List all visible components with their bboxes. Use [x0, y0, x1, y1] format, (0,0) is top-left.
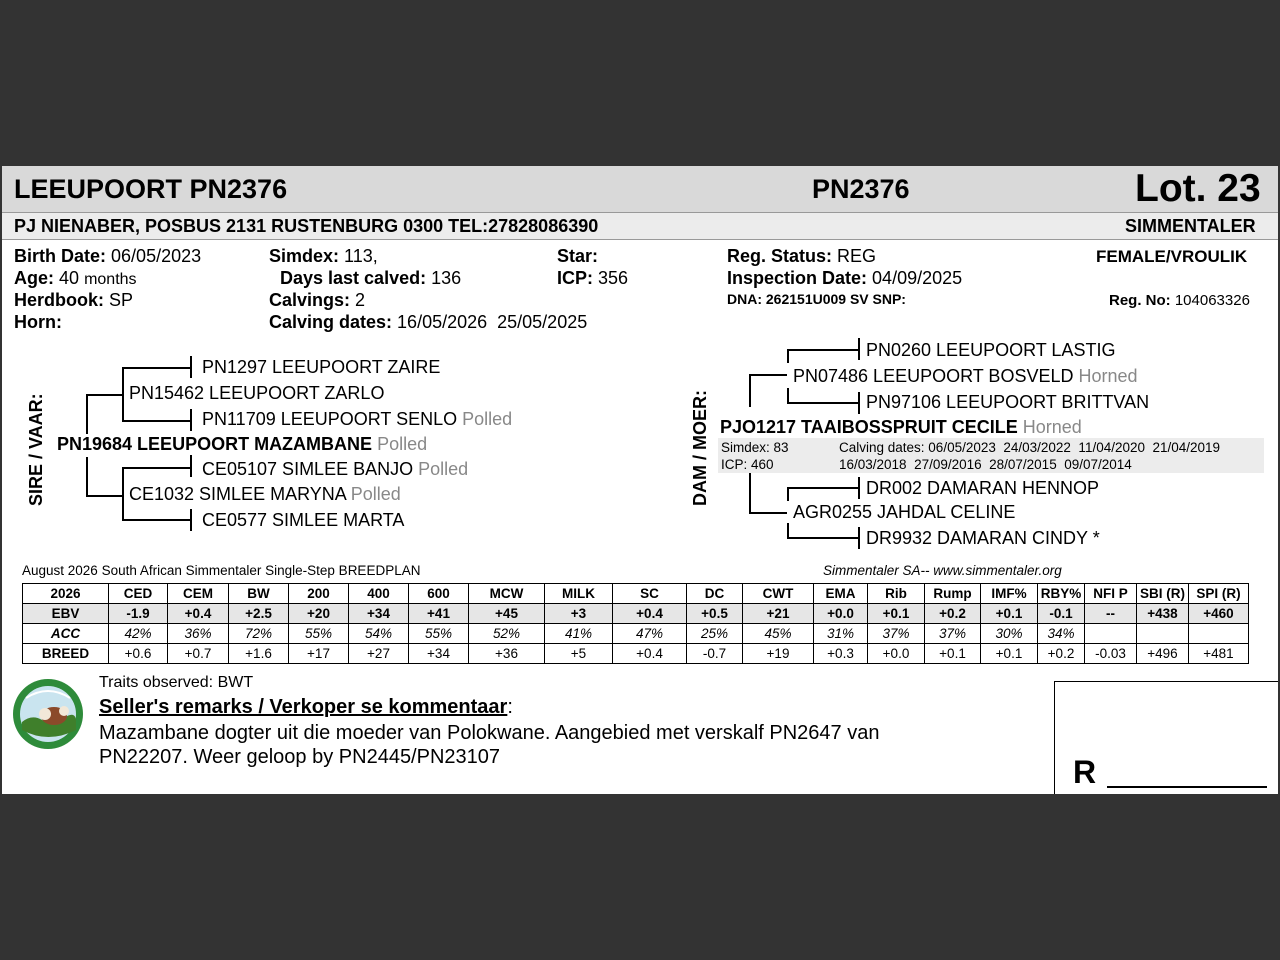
traits-observed: Traits observed: BWT	[99, 674, 254, 691]
breedplan-source: Simmentaler SA-- www.simmentaler.org	[823, 563, 1062, 578]
simdex-value: 113,	[344, 246, 378, 266]
sire-name: PN19684 LEEUPOORT MAZAMBANE	[57, 434, 373, 454]
breedplan-table	[22, 583, 1249, 664]
acc-cell-3: 72%	[229, 624, 289, 644]
acc-cell-2: 36%	[168, 624, 229, 644]
acc-cell-10: 25%	[687, 624, 743, 644]
dlc-value: 136	[431, 268, 462, 288]
headers-cell-7: MCW	[469, 584, 545, 604]
ebv-cell-8: +3	[545, 604, 613, 624]
breed-cell-15: +0.1	[981, 644, 1038, 664]
acc-cell-15: 30%	[981, 624, 1038, 644]
sire-dam-dam: CE0577 SIMLEE MARTA	[202, 510, 405, 530]
breedplan-header-row	[23, 584, 1249, 604]
remarks-line-2: PN22207. Weer geloop by PN2445/PN23107	[99, 746, 501, 768]
seller-line: PJ NIENABER, POSBUS 2131 RUSTENBURG 0300 TEL:27828086390	[14, 216, 599, 236]
breed-cell-2: +0.7	[168, 644, 229, 664]
headers-cell-13: Rib	[868, 584, 925, 604]
r-label: R	[1073, 754, 1097, 790]
acc-cell-5: 54%	[349, 624, 409, 644]
icp-label: ICP:	[557, 268, 593, 288]
dam-side-label: DAM / MOER:	[690, 390, 710, 506]
sire-dam-note: Polled	[350, 484, 401, 504]
headers-cell-11: CWT	[743, 584, 814, 604]
sire-dam-sire-note: Polled	[418, 459, 469, 479]
acc-cell-16: 34%	[1038, 624, 1085, 644]
remarks-colon: :	[507, 696, 513, 718]
reg-no-value: 104063326	[1174, 292, 1250, 309]
breed-label: SIMMENTALER	[1125, 216, 1256, 236]
herdbook-label: Herdbook:	[14, 290, 104, 310]
dam-dam: AGR0255 JAHDAL CELINE	[793, 502, 1016, 522]
breed-cell-3: +1.6	[229, 644, 289, 664]
ebv-cell-9: +0.4	[613, 604, 687, 624]
acc-cell-8: 41%	[545, 624, 613, 644]
breedplan-caption: August 2026 South African Simmentaler Single-Step BREEDPLAN	[22, 563, 421, 578]
sire-sire-dam: PN11709 LEEUPOORT SENLO	[202, 409, 458, 429]
breed-cell-17: -0.03	[1085, 644, 1137, 664]
breed-cell-6: +34	[409, 644, 469, 664]
remarks-line-1: Mazambane dogter uit die moeder van Polokwane. Aangebied met verskalf PN2647 van	[99, 722, 880, 744]
seller-bar	[2, 213, 1278, 240]
acc-cell-9: 47%	[613, 624, 687, 644]
ebv-cell-16: -0.1	[1038, 604, 1085, 624]
breed-cell-12: +0.3	[814, 644, 868, 664]
ebv-cell-4: +20	[289, 604, 349, 624]
headers-cell-6: 600	[409, 584, 469, 604]
reg-no-label: Reg. No:	[1109, 292, 1171, 309]
dam-sire-sire: PN0260 LEEUPOORT LASTIG	[866, 340, 1116, 360]
reg-status-label: Reg. Status:	[727, 246, 833, 266]
breed-cell-10: -0.7	[687, 644, 743, 664]
headers-cell-19: SPI (R)	[1189, 584, 1249, 604]
animal-title: LEEUPOORT PN2376	[14, 174, 288, 204]
ebv-cell-5: +34	[349, 604, 409, 624]
bid-line	[1107, 786, 1267, 788]
inspection-label: Inspection Date:	[727, 268, 868, 288]
breed-cell-9: +0.4	[613, 644, 687, 664]
headers-cell-15: IMF%	[981, 584, 1038, 604]
ebv-cell-2: +0.4	[168, 604, 229, 624]
title-bar	[2, 166, 1278, 213]
inspection-value: 04/09/2025	[872, 268, 963, 288]
acc-cell-11: 45%	[743, 624, 814, 644]
sire-dam-sire: CE05107 SIMLEE BANJO	[202, 459, 414, 479]
age-label: Age:	[14, 268, 54, 288]
headers-cell-1: CED	[109, 584, 168, 604]
dam-simdex: Simdex: 83	[721, 440, 789, 455]
breed-cell-1: +0.6	[109, 644, 168, 664]
acc-cell-12: 31%	[814, 624, 868, 644]
headers-cell-0: 2026	[23, 584, 109, 604]
headers-cell-2: CEM	[168, 584, 229, 604]
lot-number: Lot. 23	[1135, 167, 1261, 210]
age-value: 40	[59, 268, 80, 288]
dam-dam-dam: DR9932 DAMARAN CINDY *	[866, 528, 1100, 548]
herdbook-value: SP	[109, 290, 134, 310]
birth-label: Birth Date:	[14, 246, 107, 266]
sire-sire: PN15462 LEEUPOORT ZARLO	[129, 383, 385, 403]
ebv-cell-10: +0.5	[687, 604, 743, 624]
remarks-heading: Seller's remarks / Verkoper se kommentaar	[99, 696, 508, 718]
dam-icp: ICP: 460	[721, 457, 774, 472]
ebv-cell-15: +0.1	[981, 604, 1038, 624]
sire-sire-sire: PN1297 LEEUPOORT ZAIRE	[202, 357, 441, 377]
star-label: Star:	[557, 246, 599, 266]
dam-calving-dates-2: 16/03/2018 27/09/2016 28/07/2015 09/07/2014	[839, 457, 1132, 472]
acc-cell-6: 55%	[409, 624, 469, 644]
age-unit: months	[84, 271, 137, 288]
breedplan-acc-row	[23, 624, 1249, 644]
ebv-cell-7: +45	[469, 604, 545, 624]
breed-cell-18: +496	[1137, 644, 1189, 664]
breedplan-ebv-row	[23, 604, 1249, 624]
acc-cell-17	[1085, 624, 1137, 644]
dam-sire: PN07486 LEEUPOORT BOSVELD	[793, 366, 1074, 386]
dam-name-note: Horned	[1022, 417, 1082, 437]
ebv-cell-14: +0.2	[925, 604, 981, 624]
headers-cell-4: 200	[289, 584, 349, 604]
ebv-cell-17: --	[1085, 604, 1137, 624]
horn-label: Horn:	[14, 312, 62, 332]
ebv-cell-0: EBV	[23, 604, 109, 624]
calving-dates-label: Calving dates:	[269, 312, 393, 332]
dam-dam-sire: DR002 DAMARAN HENNOP	[866, 478, 1100, 498]
birth-value: 06/05/2023	[111, 246, 202, 266]
breed-cell-16: +0.2	[1038, 644, 1085, 664]
calvings-label: Calvings:	[269, 290, 351, 310]
acc-cell-4: 55%	[289, 624, 349, 644]
ebv-cell-19: +460	[1189, 604, 1249, 624]
acc-cell-13: 37%	[868, 624, 925, 644]
dam-calving-dates-1: Calving dates: 06/05/2023 24/03/2022 11/04/2020 21/04/2019	[839, 440, 1221, 455]
dna-line: DNA: 262151U009 SV SNP:	[727, 291, 906, 307]
ebv-cell-13: +0.1	[868, 604, 925, 624]
calvings-value: 2	[355, 290, 366, 310]
headers-cell-10: DC	[687, 584, 743, 604]
ebv-cell-18: +438	[1137, 604, 1189, 624]
acc-cell-7: 52%	[469, 624, 545, 644]
sire-dam: CE1032 SIMLEE MARYNA	[129, 484, 346, 504]
simmentaler-logo-icon	[12, 678, 84, 750]
acc-cell-1: 42%	[109, 624, 168, 644]
breed-cell-4: +17	[289, 644, 349, 664]
animal-id: PN2376	[812, 174, 910, 204]
calving-dates-value: 16/05/2026 25/05/2025	[397, 312, 588, 332]
breed-cell-13: +0.0	[868, 644, 925, 664]
breed-cell-8: +5	[545, 644, 613, 664]
breed-cell-19: +481	[1189, 644, 1249, 664]
acc-cell-18	[1137, 624, 1189, 644]
acc-cell-14: 37%	[925, 624, 981, 644]
icp-value: 356	[598, 268, 629, 288]
headers-cell-3: BW	[229, 584, 289, 604]
headers-cell-14: Rump	[925, 584, 981, 604]
dam-sire-dam: PN97106 LEEUPOORT BRITTVAN	[866, 392, 1150, 412]
breed-cell-7: +36	[469, 644, 545, 664]
headers-cell-16: RBY%	[1038, 584, 1085, 604]
headers-cell-12: EMA	[814, 584, 868, 604]
sire-sire-dam-note: Polled	[462, 409, 513, 429]
breed-cell-0: BREED	[23, 644, 109, 664]
headers-cell-8: MILK	[545, 584, 613, 604]
sire-side-label: SIRE / VAAR:	[26, 393, 46, 506]
reg-status-value: REG	[837, 246, 877, 266]
ebv-cell-11: +21	[743, 604, 814, 624]
ebv-cell-12: +0.0	[814, 604, 868, 624]
simdex-label: Simdex:	[269, 246, 340, 266]
breedplan-breed-row	[23, 644, 1249, 664]
headers-cell-5: 400	[349, 584, 409, 604]
dam-name: PJO1217 TAAIBOSSPRUIT CECILE	[720, 417, 1018, 437]
headers-cell-17: NFI P	[1085, 584, 1137, 604]
breed-cell-11: +19	[743, 644, 814, 664]
breed-cell-14: +0.1	[925, 644, 981, 664]
sire-name-note: Polled	[377, 434, 428, 454]
ebv-cell-3: +2.5	[229, 604, 289, 624]
ebv-cell-6: +41	[409, 604, 469, 624]
lot-card	[2, 166, 1278, 794]
headers-cell-18: SBI (R)	[1137, 584, 1189, 604]
acc-cell-0: ACC	[23, 624, 109, 644]
sex-label: FEMALE/VROULIK	[1096, 247, 1248, 266]
breed-cell-5: +27	[349, 644, 409, 664]
dam-sire-note: Horned	[1078, 366, 1138, 386]
bid-box[interactable]	[1054, 681, 1278, 794]
ebv-cell-1: -1.9	[109, 604, 168, 624]
dlc-label: Days last calved:	[280, 268, 427, 288]
acc-cell-19	[1189, 624, 1249, 644]
headers-cell-9: SC	[613, 584, 687, 604]
